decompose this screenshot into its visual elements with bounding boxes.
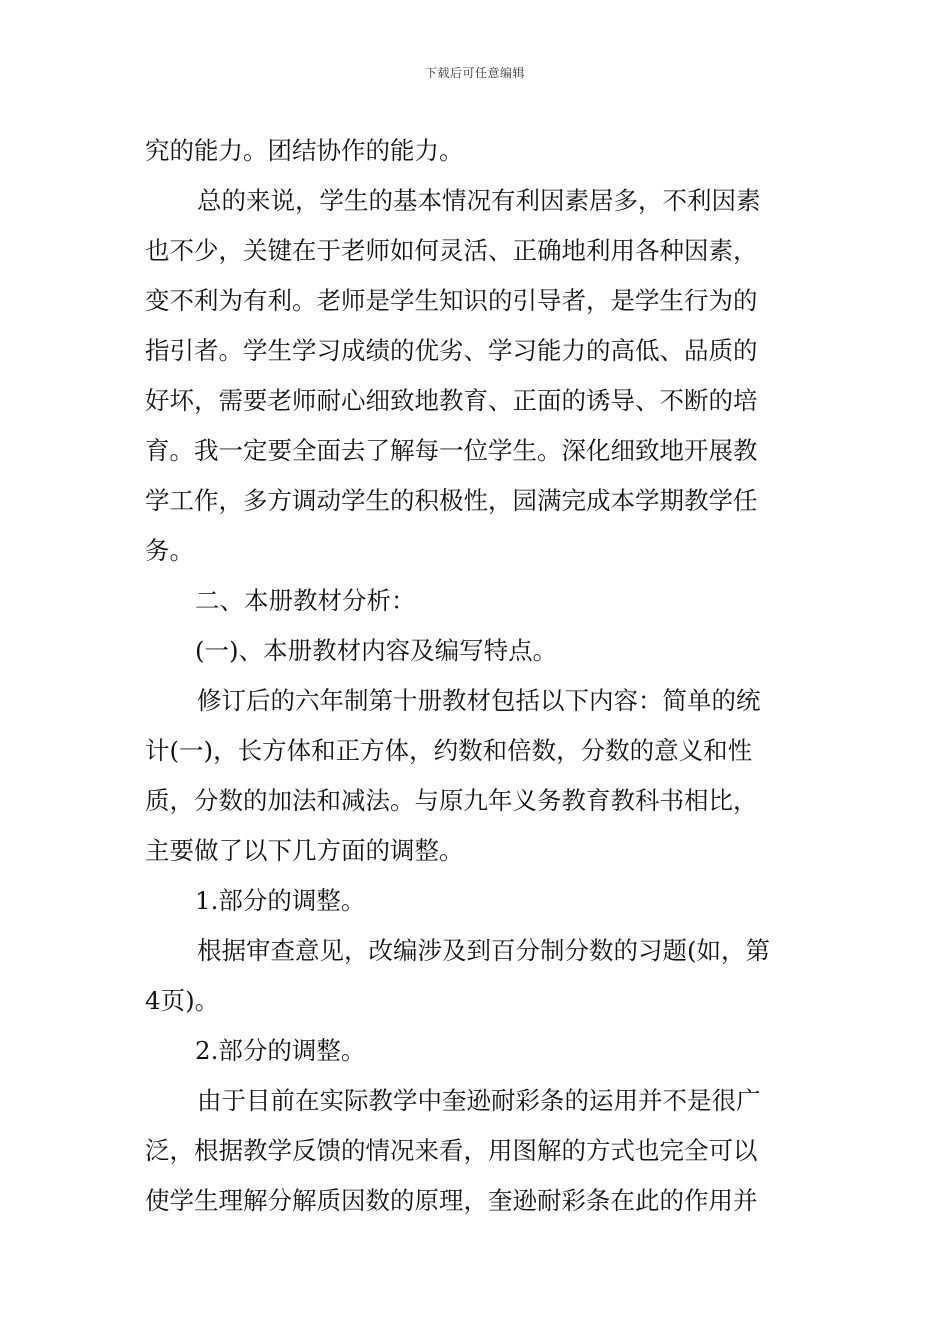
text-line: 也不少，关键在于老师如何灵活、正确地利用各种因素，: [145, 236, 758, 265]
text-line: 务。: [145, 536, 194, 565]
text-line: 学工作，多方调动学生的积极性，园满完成本学期教学任: [145, 486, 758, 515]
text-line: 泛，根据教学反馈的情况来看，用图解的方式也完全可以: [145, 1136, 758, 1165]
paragraph-start: 总的来说，学生的基本情况有利因素居多，不利因素: [197, 186, 761, 215]
text-line: 4页)。: [145, 986, 220, 1015]
text-line: 指引者。学生学习成绩的优劣、学习能力的高低、品质的: [145, 336, 758, 365]
text-line: 质，分数的加法和减法。与原九年义务教育教科书相比，: [145, 786, 758, 815]
text-line: 变不利为有利。老师是学生知识的引导者，是学生行为的: [145, 286, 758, 315]
list-item-heading: 1.部分的调整。: [195, 886, 366, 915]
document-body: [145, 126, 805, 1226]
paragraph-start: 根据审查意见，改编涉及到百分制分数的习题(如，第: [197, 936, 771, 965]
text-line: 主要做了以下几方面的调整。: [145, 836, 464, 865]
text-line: 使学生理解分解质因数的原理，奎逊耐彩条在此的作用并: [145, 1186, 758, 1215]
page-header: 下载后可任意编辑: [424, 66, 525, 80]
text-line: 计(一)，长方体和正方体，约数和倍数，分数的意义和性: [145, 736, 753, 765]
text-line: 好坏，需要老师耐心细致地教育、正面的诱导、不断的培: [145, 386, 758, 415]
section-heading: 二、本册教材分析：: [195, 586, 416, 615]
subsection-heading: (一)、本册教材内容及编写特点。: [195, 636, 558, 665]
paragraph-start: 修订后的六年制第十册教材包括以下内容：简单的统: [197, 686, 761, 715]
text-line: 究的能力。团结协作的能力。: [145, 136, 464, 165]
text-line: 育。我一定要全面去了解每一位学生。深化细致地开展教: [145, 436, 758, 465]
list-item-heading: 2.部分的调整。: [195, 1036, 366, 1065]
paragraph-start: 由于目前在实际教学中奎逊耐彩条的运用并不是很广: [197, 1086, 761, 1115]
